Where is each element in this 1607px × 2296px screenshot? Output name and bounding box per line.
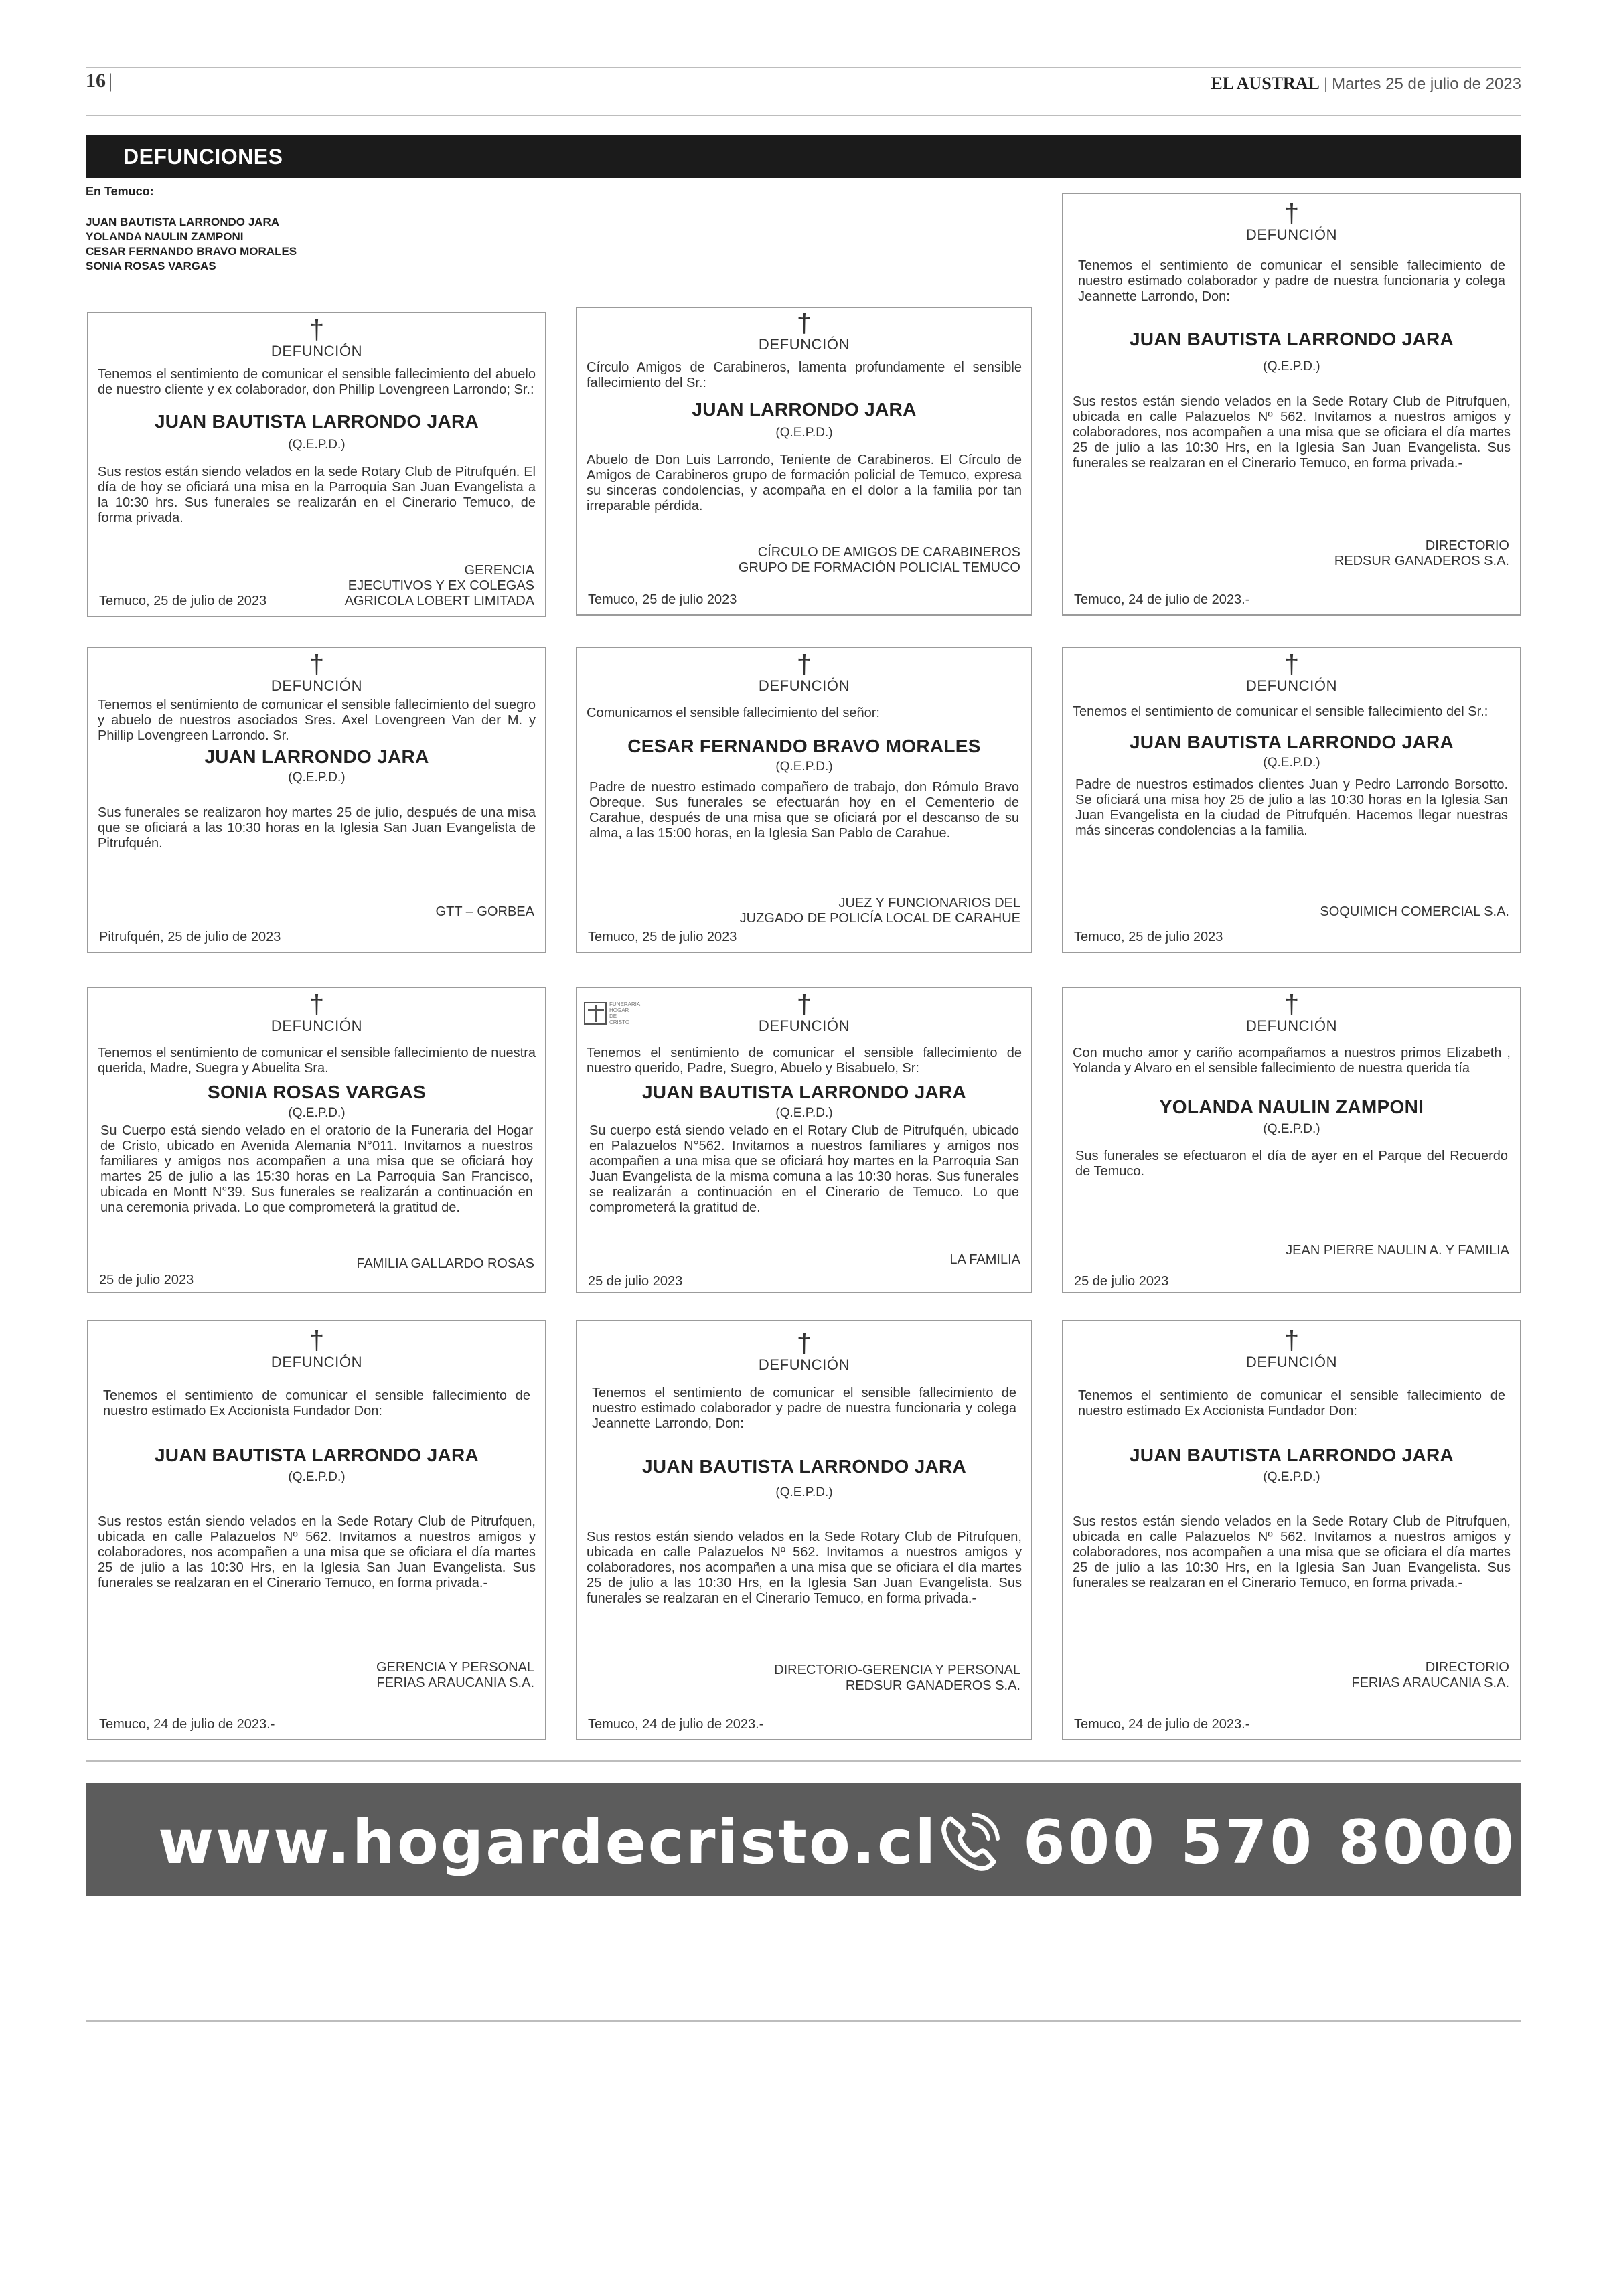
notice-intro: Tenemos el sentimiento de comunicar el sensible fallecimiento de nuestro estimado Ex Accionista Fundador Don: bbox=[103, 1388, 530, 1418]
notice-body: Sus restos están siendo velados en la sede Rotary Club de Pitrufquén. El día de hoy se oficiará una misa en la Parroquia San Juan Evangelista a la 10:30 hrs. Sus funerales se realizarán en el Cinerario Temuco, de forma privada. bbox=[98, 465, 536, 525]
notice-body: Sus restos están siendo velados en la Sede Rotary Club de Pitrufquen, ubicada en calle Palazuelos Nº 562. Invitamos a nuestros amigos y colaboradores, nos acompañen a una misa que se oficiara el día martes 25 de julio a las 10:30 Hrs, en la Iglesia San Juan Evangelista. Sus funerales se realzaran en el Cinerario Temuco, en forma privada.- bbox=[98, 1514, 536, 1590]
deceased-name: JUAN BAUTISTA LARRONDO JARA bbox=[154, 411, 479, 432]
funeral-home-logo bbox=[584, 1001, 640, 1026]
notice-signature: LA FAMILIA bbox=[949, 1252, 1020, 1267]
deceased-name: JUAN LARRONDO JARA bbox=[204, 746, 429, 767]
notice-date: Temuco, 24 de julio de 2023.- bbox=[588, 1717, 764, 1732]
deceased-name: JUAN BAUTISTA LARRONDO JARA bbox=[1129, 329, 1454, 349]
notice-signature: DIRECTORIO-GERENCIA Y PERSONAL REDSUR GANADEROS S.A. bbox=[774, 1663, 1020, 1693]
cross-icon: † bbox=[309, 315, 325, 345]
qepd: (Q.E.P.D.) bbox=[775, 1485, 833, 1499]
issue-date: Martes 25 de julio de 2023 bbox=[1332, 75, 1521, 93]
deceased-name: JUAN BAUTISTA LARRONDO JARA bbox=[641, 1456, 967, 1477]
notice-intro: Comunicamos el sensible fallecimiento del señor: bbox=[587, 706, 880, 720]
notice-date: 25 de julio 2023 bbox=[1074, 1274, 1169, 1289]
cross-icon: † bbox=[796, 1329, 812, 1358]
obituary-notice bbox=[87, 312, 546, 617]
notice-title: DEFUNCIÓN bbox=[271, 1354, 363, 1370]
obituary-notice bbox=[1062, 1320, 1521, 1740]
notice-intro: Círculo Amigos de Carabineros, lamenta profundamente el sensible fallecimiento del Sr.: bbox=[587, 360, 1022, 390]
section-title: DEFUNCIONES bbox=[123, 145, 283, 169]
index-name: SONIA ROSAS VARGAS bbox=[86, 260, 216, 272]
qepd: (Q.E.P.D.) bbox=[775, 1106, 833, 1120]
obituary-notice bbox=[576, 307, 1032, 616]
notice-date: 25 de julio 2023 bbox=[588, 1274, 683, 1289]
obituary-notice bbox=[576, 1320, 1032, 1740]
notice-title: DEFUNCIÓN bbox=[758, 1017, 850, 1034]
banner-url[interactable]: www.hogardecristo.cl bbox=[158, 1807, 938, 1878]
notice-intro: Tenemos el sentimiento de comunicar el sensible fallecimiento de nuestro estimado colaborador y padre de nuestra funcionaria y colega Jeannette Larrondo, Don: bbox=[592, 1386, 1016, 1431]
notice-intro: Tenemos el sentimiento de comunicar el sensible fallecimiento de nuestro estimado colaborador y padre de nuestra funcionaria y colega Jeannette Larrondo, Don: bbox=[1078, 258, 1505, 304]
deceased-name: JUAN BAUTISTA LARRONDO JARA bbox=[641, 1082, 967, 1102]
qepd: (Q.E.P.D.) bbox=[288, 1470, 346, 1484]
notice-date: Temuco, 25 de julio 2023 bbox=[1074, 930, 1223, 945]
cross-icon: † bbox=[1284, 990, 1300, 1019]
notice-intro: Tenemos el sentimiento de comunicar el sensible fallecimiento del abuelo de nuestro cliente y ex colaborador, don Phillip Lovengreen Larrondo; Sr.: bbox=[98, 367, 536, 397]
notice-body: Su cuerpo está siendo velado en el Rotary Club de Pitrufquén, ubicado en Palazuelos N°562. Invitamos a nuestros familiares y amigos nos acompañen a una misa que se oficiará hoy martes en la Parroquia San Juan Evangelista de la misma comuna a las 10:30 horas. Sus funerales se realizarán a continuación en el Cinerario de Temuco. Lo que comprometerá la gratitud de. bbox=[589, 1123, 1019, 1215]
cross-icon: † bbox=[309, 1326, 325, 1356]
cross-icon: † bbox=[796, 990, 812, 1019]
deceased-name: CESAR FERNANDO BRAVO MORALES bbox=[627, 736, 981, 756]
phone-number[interactable]: 600 570 8000 bbox=[1023, 1807, 1517, 1878]
obituary-notice bbox=[576, 647, 1032, 953]
obituary-notice bbox=[87, 647, 546, 953]
notice-signature: SOQUIMICH COMERCIAL S.A. bbox=[1320, 904, 1509, 919]
notice-intro: Tenemos el sentimiento de comunicar el sensible fallecimiento del Sr.: bbox=[1073, 704, 1488, 719]
obituary-notice bbox=[87, 1320, 546, 1740]
section-bar bbox=[86, 135, 1521, 178]
banner-phone[interactable] bbox=[936, 1807, 1517, 1878]
cross-icon: † bbox=[1284, 650, 1300, 679]
obituary-notice bbox=[576, 987, 1032, 1293]
notice-title: DEFUNCIÓN bbox=[1245, 1017, 1338, 1034]
deceased-index bbox=[86, 185, 434, 274]
notice-signature: GTT – GORBEA bbox=[435, 904, 534, 919]
index-name: JUAN BAUTISTA LARRONDO JARA bbox=[86, 216, 279, 228]
notice-title: DEFUNCIÓN bbox=[271, 343, 363, 359]
notice-date: Temuco, 25 de julio 2023 bbox=[588, 930, 737, 945]
qepd: (Q.E.P.D.) bbox=[288, 438, 346, 452]
notice-date: Temuco, 25 de julio de 2023 bbox=[99, 594, 267, 608]
notice-title: DEFUNCIÓN bbox=[758, 1356, 850, 1373]
deceased-name: JUAN LARRONDO JARA bbox=[692, 399, 917, 420]
notice-body: Abuelo de Don Luis Larrondo, Teniente de Carabineros. El Círculo de Amigos de Carabineros grupo de formación policial de Temuco, expresa su sinceras condolencias, y acompaña en el dolor a la familia por tan irreparable pérdida. bbox=[587, 453, 1022, 513]
qepd: (Q.E.P.D.) bbox=[775, 426, 833, 440]
notice-body: Su Cuerpo está siendo velado en el oratorio de la Funeraria del Hogar de Cristo, ubicado en Avenida Alemania N°011. Invitamos a nuestros familiares y amigos nos acompañen a una misa que se oficiará hoy martes 25 de julio a las 15:30 horas en La Parroquia San Francisco, ubicada en Montt N°39. Sus funerales se realizarán a continuación en una ceremonia privada. Lo que comprometerá la gratitud de. bbox=[100, 1123, 533, 1215]
cross-icon: † bbox=[309, 650, 325, 679]
obituary-notice bbox=[1062, 193, 1521, 616]
notice-date: Temuco, 24 de julio de 2023.- bbox=[1074, 1717, 1250, 1732]
newspaper-name: EL AUSTRAL bbox=[1211, 74, 1320, 93]
notice-title: DEFUNCIÓN bbox=[1245, 1354, 1338, 1370]
qepd: (Q.E.P.D.) bbox=[1263, 1470, 1320, 1484]
cross-icon: † bbox=[796, 650, 812, 679]
notice-date: Temuco, 25 de julio 2023 bbox=[588, 592, 737, 607]
page-header bbox=[86, 67, 1521, 116]
notice-intro: Tenemos el sentimiento de comunicar el sensible fallecimiento de nuestro estimado Ex Accionista Fundador Don: bbox=[1078, 1388, 1505, 1418]
cross-icon: † bbox=[1284, 1326, 1300, 1356]
notice-signature: DIRECTORIO FERIAS ARAUCANIA S.A. bbox=[1351, 1660, 1509, 1690]
deceased-name: JUAN BAUTISTA LARRONDO JARA bbox=[1129, 1445, 1454, 1465]
deceased-name: SONIA ROSAS VARGAS bbox=[208, 1082, 426, 1102]
notice-date: Temuco, 24 de julio de 2023.- bbox=[99, 1717, 275, 1732]
notice-signature: DIRECTORIO REDSUR GANADEROS S.A. bbox=[1334, 538, 1509, 568]
qepd: (Q.E.P.D.) bbox=[1263, 1122, 1320, 1136]
notice-date: Temuco, 24 de julio de 2023.- bbox=[1074, 592, 1250, 607]
notice-intro: Tenemos el sentimiento de comunicar el sensible fallecimiento de nuestra querida, Madre, Suegra y Abuelita Sra. bbox=[98, 1046, 536, 1076]
notice-signature: GERENCIA Y PERSONAL FERIAS ARAUCANIA S.A. bbox=[376, 1660, 534, 1690]
qepd: (Q.E.P.D.) bbox=[1263, 359, 1320, 374]
notice-title: DEFUNCIÓN bbox=[271, 677, 363, 694]
hogar-de-cristo-logo-icon bbox=[584, 1002, 607, 1025]
city-label: En Temuco: bbox=[86, 185, 154, 198]
notice-intro: Con mucho amor y cariño acompañamos a nuestros primos Elizabeth , Yolanda y Alvaro en el sensible fallecimiento de nuestra querida tía bbox=[1073, 1046, 1511, 1076]
notice-intro: Tenemos el sentimiento de comunicar el sensible fallecimiento del suegro y abuelo de nuestros asociados Sres. Axel Lovengreen Van der M. y Phillip Lovengreen Larrondo. Sr. bbox=[98, 698, 536, 743]
deceased-name: YOLANDA NAULIN ZAMPONI bbox=[1159, 1096, 1424, 1117]
notice-body: Sus funerales se realizaron hoy martes 25 de julio, después de una misa que se oficiará a las 10:30 horas en la Iglesia San Juan Evangelista de Pitrufquén. bbox=[98, 805, 536, 851]
cross-icon: † bbox=[1284, 199, 1300, 228]
notice-title: DEFUNCIÓN bbox=[758, 336, 850, 353]
notice-signature: JEAN PIERRE NAULIN A. Y FAMILIA bbox=[1286, 1243, 1509, 1258]
notice-body: Padre de nuestros estimados clientes Juan y Pedro Larrondo Borsotto. Se oficiará una misa hoy 25 de julio a las 10:30 horas en la Iglesia San Juan Evangelista en la ciudad de Pitrufquén. Hacemos llegar nuestras más sinceras condolencias a la familia. bbox=[1075, 777, 1508, 838]
notice-body: Sus funerales se efectuaron el día de ayer en el Parque del Recuerdo de Temuco. bbox=[1075, 1149, 1508, 1179]
obituary-notice bbox=[87, 987, 546, 1293]
notice-signature: GERENCIA EJECUTIVOS Y EX COLEGAS AGRICOLA LOBERT LIMITADA bbox=[344, 563, 534, 608]
notice-intro: Tenemos el sentimiento de comunicar el sensible fallecimiento de nuestro querido, Padre, Suegro, Abuelo y Bisabuelo, Sr: bbox=[587, 1046, 1022, 1076]
cross-icon: † bbox=[309, 990, 325, 1019]
cross-icon: † bbox=[796, 309, 812, 338]
obituary-notice bbox=[1062, 647, 1521, 953]
notice-title: DEFUNCIÓN bbox=[271, 1017, 363, 1034]
qepd: (Q.E.P.D.) bbox=[288, 770, 346, 785]
notice-body: Sus restos están siendo velados en la Sede Rotary Club de Pitrufquen, ubicada en calle Palazuelos Nº 562. Invitamos a nuestros amigos y colaboradores, nos acompañen a una misa que se oficiara el día martes 25 de julio a las 10:30 Hrs, en la Iglesia San Juan Evangelista. Sus funerales se realzaran en el Cinerario Temuco, en forma privada.- bbox=[587, 1530, 1022, 1606]
notice-title: DEFUNCIÓN bbox=[758, 677, 850, 694]
qepd: (Q.E.P.D.) bbox=[288, 1106, 346, 1120]
notice-title: DEFUNCIÓN bbox=[1245, 677, 1338, 694]
notice-date: Pitrufquén, 25 de julio de 2023 bbox=[99, 930, 281, 945]
notice-signature: FAMILIA GALLARDO ROSAS bbox=[356, 1256, 534, 1271]
notice-signature: JUEZ Y FUNCIONARIOS DEL JUZGADO DE POLICÍA LOCAL DE CARAHUE bbox=[739, 896, 1020, 926]
index-name: YOLANDA NAULIN ZAMPONI bbox=[86, 230, 244, 243]
masthead: EL AUSTRAL | Martes 25 de julio de 2023 bbox=[1211, 74, 1521, 93]
notice-date: 25 de julio 2023 bbox=[99, 1273, 194, 1287]
logo-text: FUNERARIA HOGAR DE CRISTO bbox=[609, 1001, 640, 1026]
notice-body: Padre de nuestro estimado compañero de trabajo, don Rómulo Bravo Obreque. Sus funerales se efectuarán hoy en el Cementerio de Carahue, después de una misa que se oficiará por el descanso de su alma, a las 15:00 horas, en la Iglesia San Pablo de Carahue. bbox=[589, 780, 1019, 841]
divider bbox=[86, 2020, 1521, 2022]
notice-title: DEFUNCIÓN bbox=[1245, 226, 1338, 243]
page-number: 16 | bbox=[86, 70, 112, 92]
notice-body: Sus restos están siendo velados en la Sede Rotary Club de Pitrufquen, ubicada en calle Palazuelos Nº 562. Invitamos a nuestros amigos y colaboradores, nos acompañen a una misa que se oficiara el día martes 25 de julio a las 10:30 Hrs, en la Iglesia San Juan Evangelista. Sus funerales se realzaran en el Cinerario Temuco, en forma privada.- bbox=[1073, 394, 1511, 471]
notice-body: Sus restos están siendo velados en la Sede Rotary Club de Pitrufquen, ubicada en calle Palazuelos Nº 562. Invitamos a nuestros amigos y colaboradores, nos acompañen a una misa que se oficiara el día martes 25 de julio a las 10:30 Hrs, en la Iglesia San Juan Evangelista. Sus funerales se realzaran en el Cinerario Temuco, en forma privada.- bbox=[1073, 1514, 1511, 1590]
divider bbox=[86, 1760, 1521, 1762]
index-name: CESAR FERNANDO BRAVO MORALES bbox=[86, 245, 297, 258]
qepd: (Q.E.P.D.) bbox=[1263, 756, 1320, 770]
phone-icon bbox=[936, 1809, 1003, 1876]
obituary-notice bbox=[1062, 987, 1521, 1293]
deceased-name: JUAN BAUTISTA LARRONDO JARA bbox=[1129, 732, 1454, 752]
deceased-name: JUAN BAUTISTA LARRONDO JARA bbox=[154, 1445, 479, 1465]
notice-signature: CÍRCULO DE AMIGOS DE CARABINEROS GRUPO DE FORMACIÓN POLICIAL TEMUCO bbox=[738, 545, 1020, 575]
hogar-de-cristo-banner[interactable] bbox=[86, 1783, 1521, 1896]
qepd: (Q.E.P.D.) bbox=[775, 760, 833, 774]
